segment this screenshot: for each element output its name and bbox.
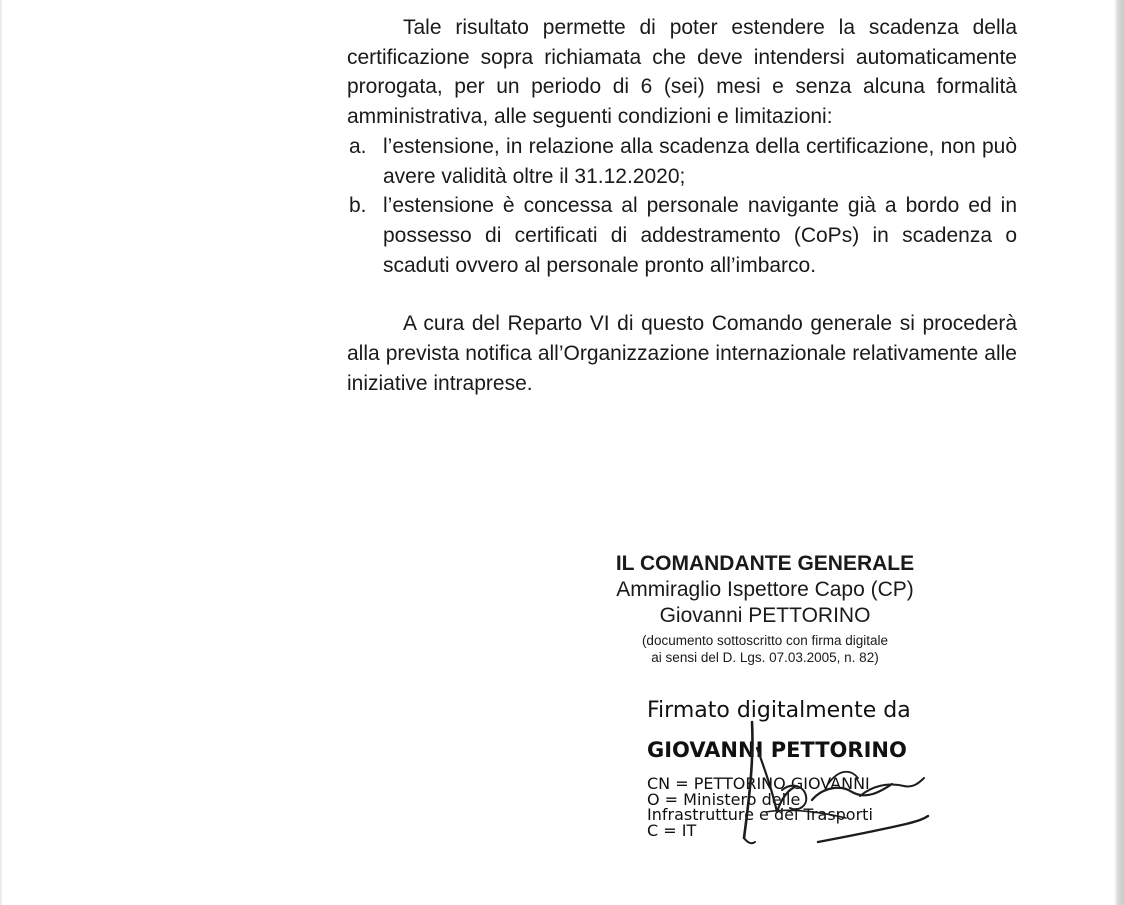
stamp-detail-line: C = IT xyxy=(647,820,697,840)
list-marker: b. xyxy=(349,194,367,218)
signatory-rank: Ammiraglio Ispettore Capo (CP) xyxy=(616,578,914,601)
note-line: ai sensi del D. Lgs. 07.03.2005, n. 82) xyxy=(651,650,879,665)
list-item xyxy=(347,191,1017,280)
digital-signature-stamp xyxy=(647,697,937,838)
stamp-detail-line: Infrastrutture e dei Trasporti xyxy=(647,805,873,825)
paragraph-notifica: A cura del Reparto VI di questo Comando generale si procederà alla prevista notifica all’Organizzazione internazionale relativamente alle iniziative intraprese. xyxy=(347,312,1017,395)
list-item xyxy=(347,132,1017,191)
note-line: (documento sottoscritto con firma digitale xyxy=(641,633,889,648)
signatory-name: Giovanni PETTORINO xyxy=(659,604,871,627)
signature-block xyxy=(560,551,970,666)
page-left-edge xyxy=(0,0,2,905)
stamp-signer-name: GIOVANNI PETTORINO xyxy=(647,738,907,762)
page-edge-shadow xyxy=(1114,0,1124,905)
stamp-detail-line: CN = PETTORINO GIOVANNI xyxy=(647,774,870,793)
stamp-heading: Firmato digitalmente da xyxy=(647,698,911,723)
signatory-title: IL COMANDANTE GENERALE xyxy=(615,552,915,575)
list-item-text: l’estensione è concessa al personale navigante già a bordo ed in possesso di certificati di addestramento (CoPs) in scadenza o scaduti ovvero al personale pronto all’imbarco. xyxy=(383,194,1017,277)
stamp-detail-line: O = Ministero delle xyxy=(647,789,801,809)
list-item-text: l’estensione, in relazione alla scadenza della certificazione, non può avere validità oltre il 31.12.2020; xyxy=(383,134,1017,188)
list-marker: a. xyxy=(349,134,367,158)
conditions-list xyxy=(347,132,1017,281)
paragraph-proroga: Tale risultato permette di poter estendere la scadenza della certificazione sopra richiamata che deve intendersi automaticamente prorogata, per un periodo di 6 (sei) mesi e senza alcuna formalità amministrativa, alle seguenti condizioni e limitazioni: xyxy=(347,16,1017,129)
stamp-certificate-details xyxy=(647,776,937,838)
document-body xyxy=(347,13,1017,398)
digital-signature-note xyxy=(560,632,970,666)
